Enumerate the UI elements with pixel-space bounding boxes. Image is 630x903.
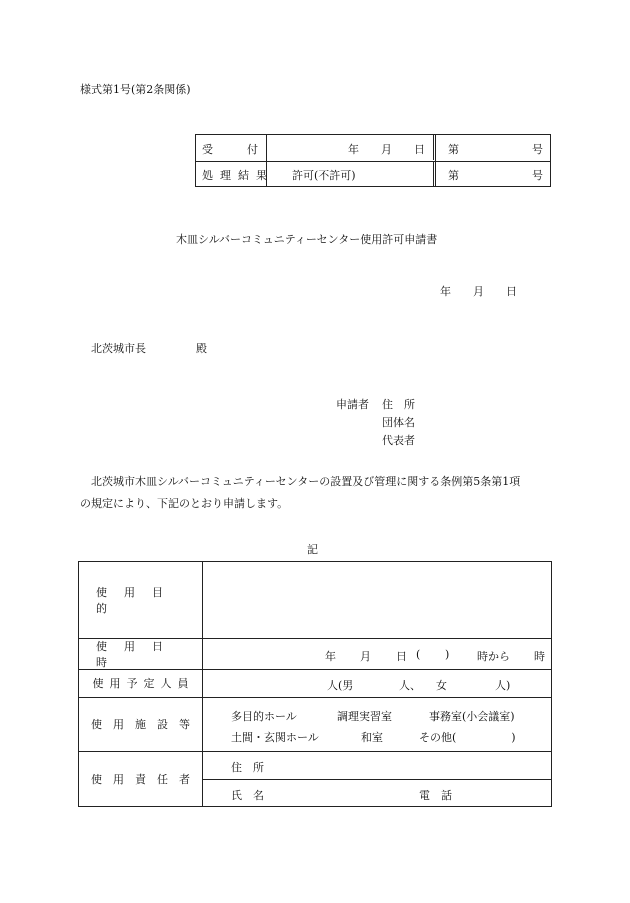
- datetime-year: 年: [325, 650, 336, 663]
- reception-label: 受 付: [202, 143, 262, 156]
- reception-number-label: 第: [448, 143, 459, 156]
- people-label: 使用予定人員: [92, 677, 195, 690]
- datetime-time-from: 時から: [477, 650, 510, 663]
- datetime-month: 月: [360, 650, 371, 663]
- facility-label: 使用施設等: [91, 718, 201, 731]
- applicant-label: 申請者: [336, 398, 369, 411]
- responsible-label: 使用責任者: [91, 773, 201, 786]
- reception-date: 年 月 日: [348, 143, 425, 156]
- addressee-honorific: 殿: [196, 342, 207, 355]
- result-value: 許可(不許可): [292, 169, 356, 182]
- facility-entrance-hall: 土間・玄関ホール: [231, 731, 319, 744]
- datetime-paren-close: ): [445, 648, 450, 661]
- reception-number-suffix: 号: [532, 143, 543, 156]
- responsible-address-label: 住 所: [231, 761, 264, 774]
- responsible-name-label: 氏 名: [231, 789, 264, 802]
- document-title: 木皿シルバーコミュニティーセンター使用許可申請書: [176, 233, 438, 246]
- facility-cooking-room: 調理実習室: [337, 710, 392, 723]
- body-text-line1: 北茨城市木皿シルバーコミュニティーセンターの設置及び管理に関する条例第5条第1項: [91, 475, 521, 488]
- applicant-group-label: 団体名: [382, 416, 415, 429]
- people-total: 人(男: [327, 679, 354, 692]
- facility-office: 事務室(小会議室): [429, 710, 515, 723]
- result-label: 処理結果: [202, 169, 274, 182]
- datetime-day: 日: [396, 650, 407, 663]
- people-male-unit: 人、: [399, 679, 421, 692]
- application-date: 年 月 日: [440, 285, 517, 298]
- ki-heading: 記: [307, 543, 318, 556]
- facility-other: その他( ): [419, 731, 516, 744]
- result-number-label: 第: [448, 169, 459, 182]
- people-female-unit: 人): [495, 679, 511, 692]
- body-text-line2: の規定により、下記のとおり申請します。: [80, 497, 289, 510]
- datetime-paren-open: (: [416, 648, 421, 661]
- datetime-label: 使用日時: [96, 639, 180, 669]
- addressee-name: 北茨城市長: [91, 342, 146, 355]
- applicant-address-label: 住 所: [382, 398, 415, 411]
- applicant-representative-label: 代表者: [382, 434, 415, 447]
- responsible-phone-label: 電 話: [419, 789, 452, 802]
- reception-table: [195, 134, 551, 187]
- facility-multipurpose-hall: 多目的ホール: [231, 710, 297, 723]
- facility-japanese-room: 和室: [361, 731, 383, 744]
- result-number-suffix: 号: [532, 169, 543, 182]
- people-female: 女: [436, 679, 447, 692]
- usage-table: [78, 561, 552, 807]
- form-number: 様式第1号(第2条関係): [80, 83, 191, 96]
- datetime-time-to: 時: [534, 650, 545, 663]
- purpose-label: 使用目的: [96, 586, 180, 615]
